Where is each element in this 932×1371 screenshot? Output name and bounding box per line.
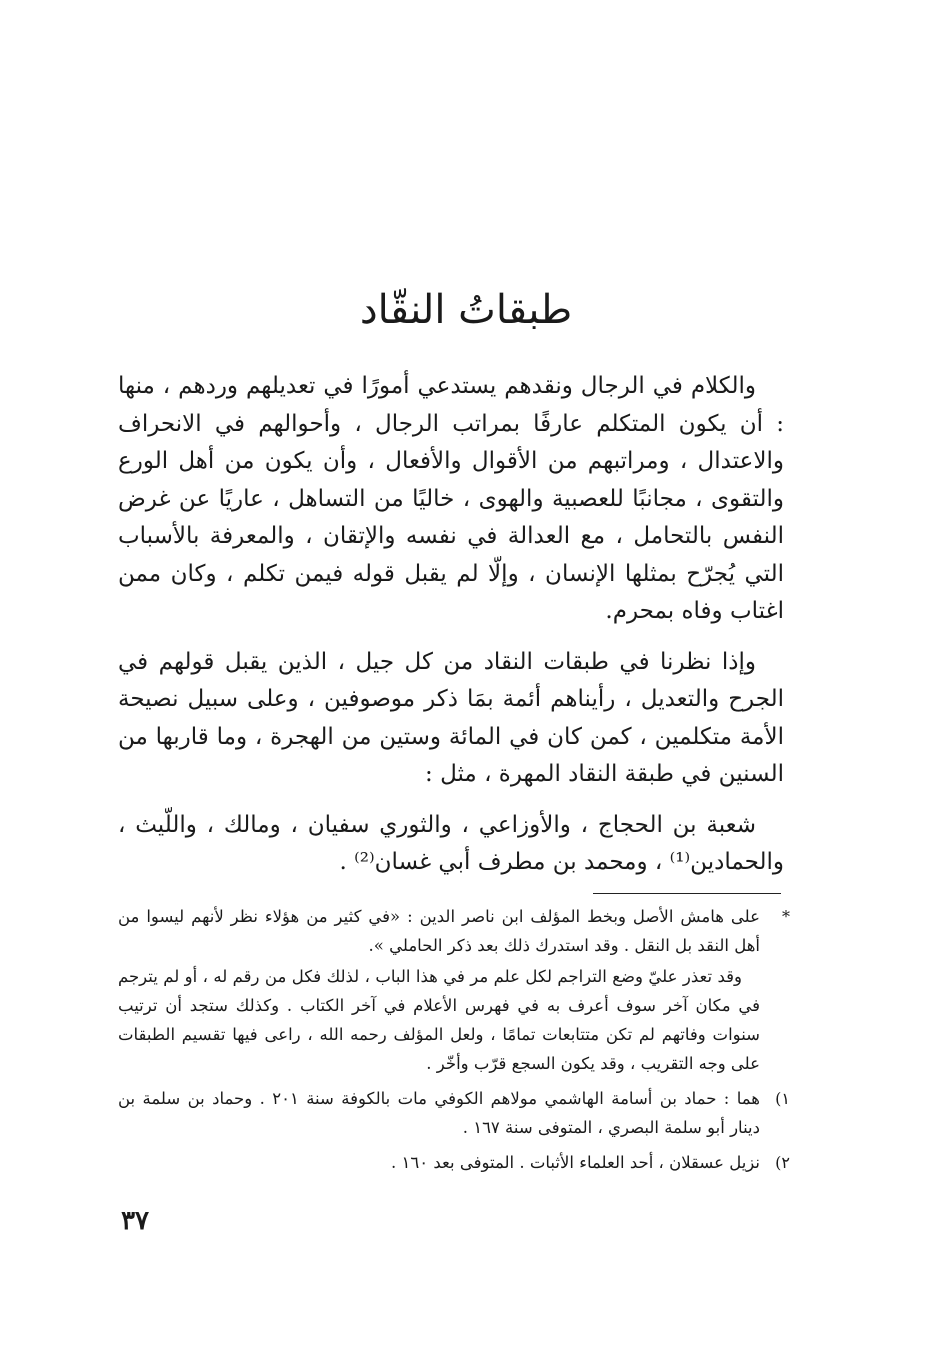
- footnote-text: وقد تعذر عليّ وضع التراجم لكل علم مر في هذا الباب ، لذلك فكل من رقم له ، أو لم يترجم في مكان آخر سوف أعرف به في فهرس الأعلام في آخر الكتاب . وكذلك ستجد أن ترتيب سنوات وفاتهم لم تكن متتابعات تمامًا ، ولعل المؤلف رحمه الله ، راعى فيها تقسيم الطبقات على وجه التقريب ، وقد يكون السجع قرّب وأخّر .: [118, 967, 760, 1073]
- footnote-marker: *: [782, 907, 790, 926]
- footnote-text: هما : حماد بن أسامة الهاشمي مولاهم الكوفي مات بالكوفة سنة ٢٠١ . وحماد بن سلمة بن دينار أبو سلمة البصري ، المتوفى سنة ١٦٧ .: [118, 1089, 760, 1137]
- footnote-text: على هامش الأصل وبخط المؤلف ابن ناصر الدين : «في كثير من هؤلاء نظر لأنهم ليسوا من أهل النقد بل النقل . وقد استدرك ذلك بعد ذكر الحاملي ».: [118, 907, 760, 955]
- footnote-divider: [593, 893, 781, 894]
- paragraph: شعبة بن الحجاج ، والأوزاعي ، والثوري سفيان ، ومالك ، واللّيث ، والحمادين⁽¹⁾ ، ومحمد بن مطرف أبي غسان⁽²⁾ .: [118, 811, 784, 875]
- footnote-star: [118, 902, 790, 1078]
- main-text: [118, 368, 784, 895]
- footnote-1: [118, 1084, 790, 1142]
- footnote-marker: ٢): [775, 1153, 790, 1172]
- footnote-2: [118, 1148, 790, 1177]
- paragraph: وإذا نظرنا في طبقات النقاد من كل جيل ، الذين يقبل قولهم في الجرح والتعديل ، رأيناهم أئمة بمَا ذكر موصوفين ، وعلى سبيل نصيحة الأمة متكلمين ، كمن كان في المائة وستين من الهجرة ، وما قاربها من السنين في طبقة النقاد المهرة ، مثل :: [118, 648, 784, 787]
- footnote-body: [118, 902, 760, 1078]
- footnote-text: نزيل عسقلان ، أحد العلماء الأثبات . المتوفى بعد ١٦٠ .: [391, 1153, 760, 1172]
- paragraph: والكلام في الرجال ونقدهم يستدعي أمورًا في تعديلهم وردهم ، منها : أن يكون المتكلم عارفًا بمراتب الرجال ، وأحوالهم في الانحراف والاعتدال ، ومراتبهم من الأقوال والأفعال ، وأن يكون من أهل الورع والتقوى ، مجانبًا للعصبية والهوى ، خاليًا من التساهل ، عاريًا عن غرض النفس بالتحامل ، مع العدالة في نفسه والإتقان ، والمعرفة بالأسباب التي يُجرّح بمثلها الإنسان ، وإلّا لم يقبل قوله فيمن تكلم ، وكان ممن اغتاب وفاه بمحرم.: [118, 373, 784, 624]
- footnote-body: [118, 1084, 760, 1142]
- chapter-title: طبقاتُ النقّاد: [359, 287, 573, 333]
- footnotes: [118, 902, 790, 1183]
- page-number: ٣٧: [121, 1206, 149, 1236]
- footnote-marker: ١): [775, 1089, 790, 1108]
- footnote-body: [118, 1148, 760, 1177]
